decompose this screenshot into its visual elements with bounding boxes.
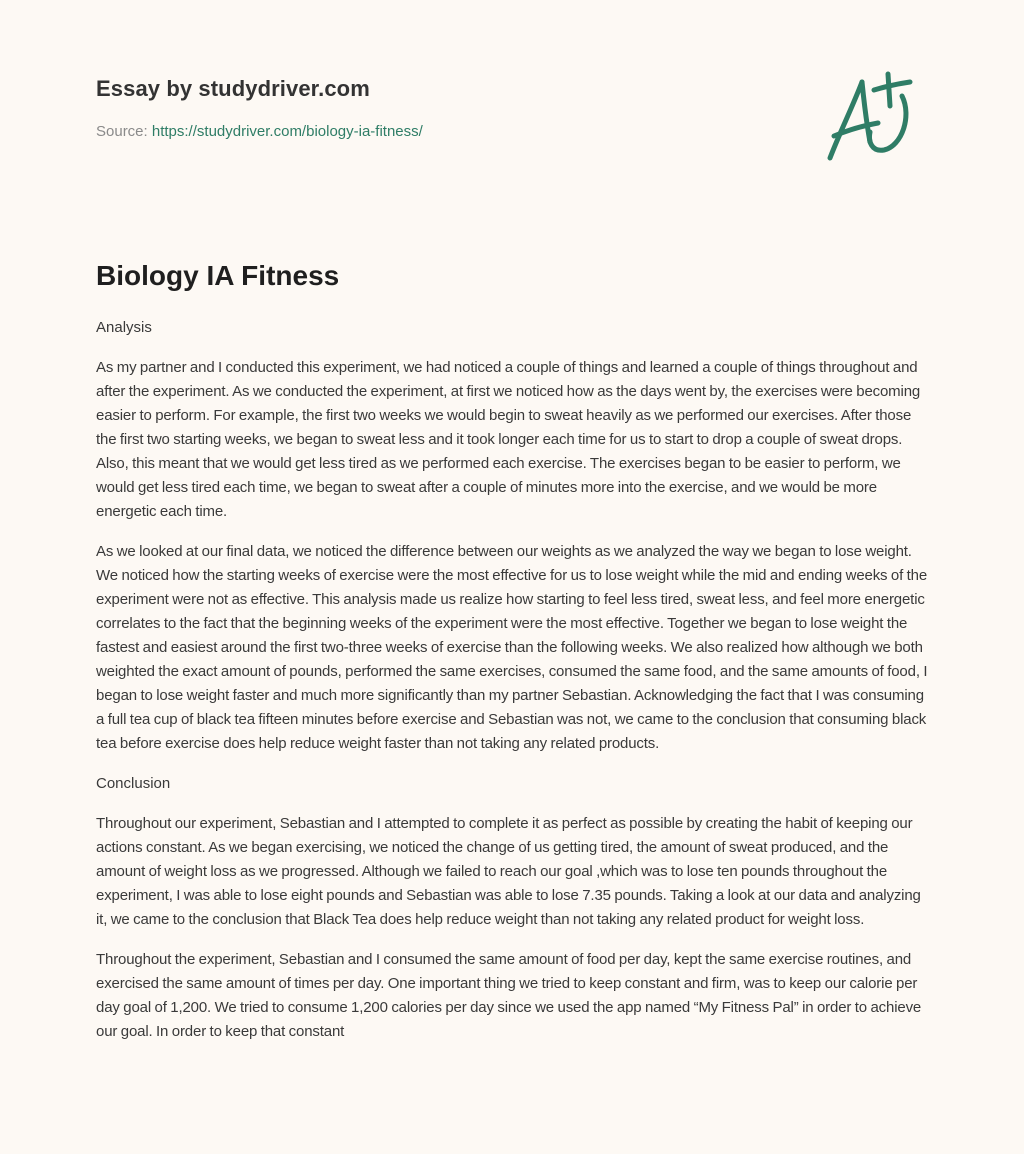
paragraph: As we looked at our final data, we noticed the difference between our weights as we analyzed the way we began to lose weight. We noticed how the starting weeks of exercise were the most effective for us to lose weight while the mid and ending weeks of the experiment were not as effective. This analysis made us realize how starting to feel less tired, sweat less, and feel more energetic correlates to the fact that the beginning weeks of the experiment were the most effective. Together we began to lose weight the fastest and easiest around the first two-three weeks of exercise than the following weeks. We also realized how although we both weighted the exact amount of pounds, performed the same exercises, consumed the same food, and the same amounts of food, I began to lose weight faster and much more significantly than my partner Sebastian. Acknowledging the fact that I was consuming a full tea cup of black tea fifteen minutes before exercise and Sebastian was not, we came to the conclusion that consuming black tea before exercise does help reduce weight faster than not taking any related products. (96, 543, 928, 752)
section-heading-analysis: Analysis (96, 319, 152, 336)
paragraph: Throughout the experiment, Sebastian and I consumed the same amount of food per day, kept the same exercise routines, and exercised the same amount of times per day. One important thing we tried to keep constant and firm, was to keep our calorie per day goal of 1,200. We tried to consume 1,200 calories per day since we used the app named “My Fitness Pal” in order to achieve our goal. In order to keep that constant (96, 951, 922, 1040)
a-plus-grade-icon (822, 66, 932, 166)
source-label: Source: (96, 123, 148, 140)
source-line (96, 122, 928, 142)
paragraph: Throughout our experiment, Sebastian and I attempted to complete it as perfect as possible by creating the habit of keeping our actions constant. As we began exercising, we noticed the change of us getting tired, the amount of sweat produced, and the amount of weight loss as we progressed. Although we failed to reach our goal ,which was to lose ten pounds throughout the experiment, I was able to lose eight pounds and Sebastian was able to lose 7.35 pounds. Taking a look at our data and analyzing it, we came to the conclusion that Black Tea does help reduce weight than not taking any related product for weight loss. (96, 815, 921, 928)
source-link[interactable]: https://studydriver.com/biology-ia-fitness/ (151, 123, 423, 140)
article (96, 258, 932, 1044)
section-heading-conclusion: Conclusion (96, 775, 171, 792)
page-title: Biology IA Fitness (96, 260, 340, 291)
paragraph: As my partner and I conducted this experiment, we had noticed a couple of things and learned a couple of things throughout and after the experiment. As we conducted the experiment, at first we noticed how as the days went by, the exercises were becoming easier to perform. For example, the first two weeks we would begin to sweat heavily as we performed our exercises. After those the first two starting weeks, we began to sweat less and it took longer each time for us to start to drop a couple of sweat drops. Also, this meant that we would get less tired as we performed each exercise. The exercises began to be easier to perform, we would get less tired each time, we began to sweat after a couple of minutes more into the exercise, and we would be more energetic each time. (96, 359, 921, 520)
brand-title: Essay by studydriver.com (96, 76, 370, 101)
site-header (96, 74, 928, 142)
